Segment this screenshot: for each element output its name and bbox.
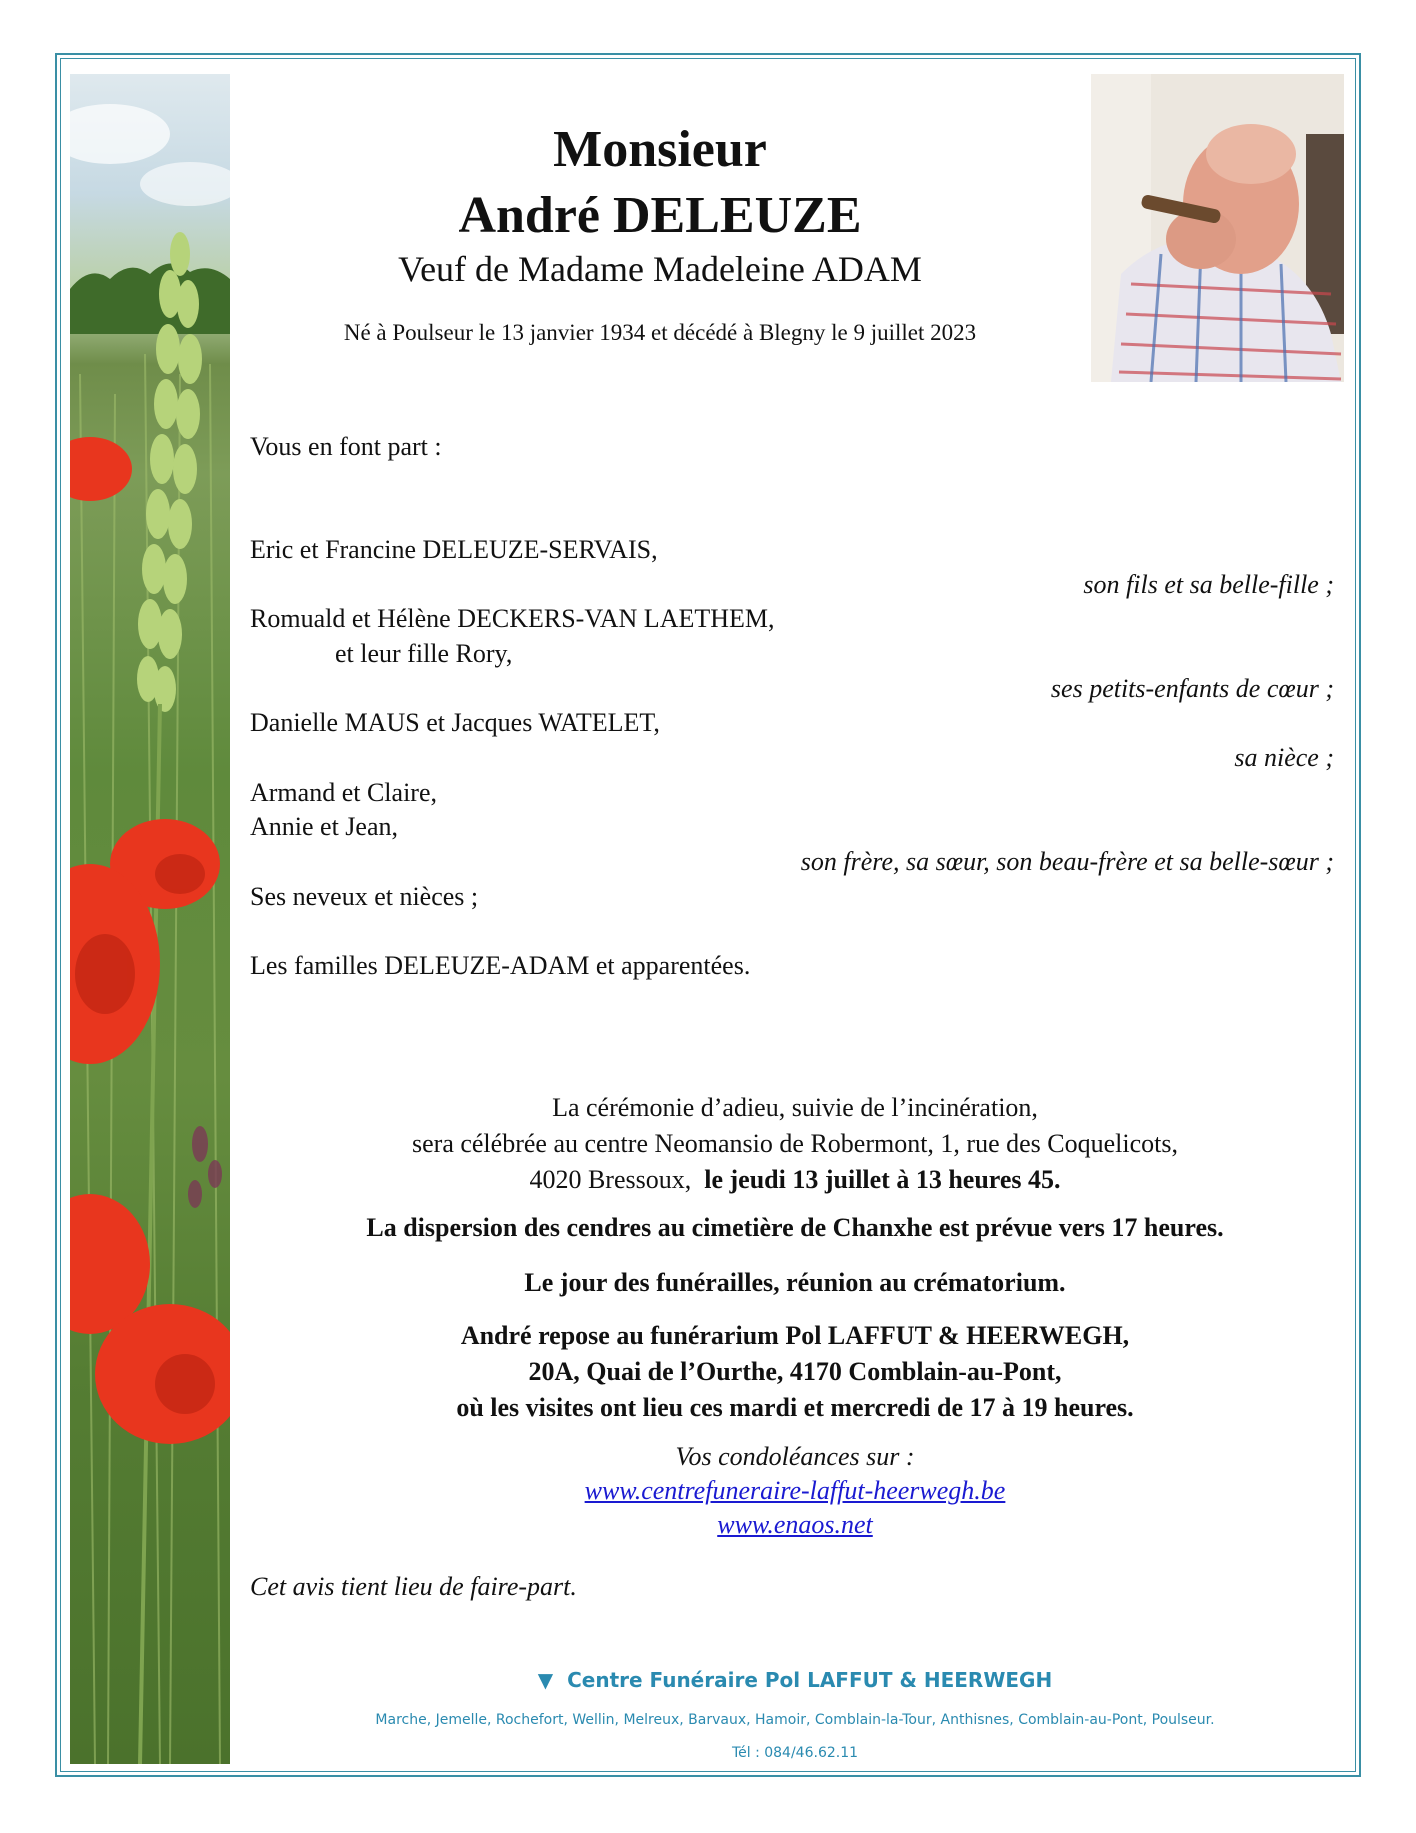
intro-text: Vous en font part : [250,432,442,461]
ceremony-date: le jeudi 13 juillet à 13 heures 45. [704,1165,1061,1194]
triangle-icon: ▼ [537,1668,554,1692]
poppy-field-image [70,74,230,1764]
family-sub: et leur fille Rory, [335,639,513,668]
ceremony-line [250,1162,1340,1198]
reunion-text: Le jour des funérailles, réunion au crématorium. [524,1268,1066,1297]
family-name: Romuald et Hélène DECKERS-VAN LAETHEM, [250,604,775,633]
family-relation: son fils et sa belle-fille ; [1083,570,1334,599]
funeral-center-name: Centre Funéraire Pol LAFFUT & HEERWEGH [567,1668,1053,1692]
condolences-label: Vos condoléances sur : [675,1442,915,1471]
family-name: Annie et Jean, [250,812,399,841]
ceremony-line: La cérémonie d’adieu, suivie de l’incinération, [552,1093,1038,1122]
family-relation: sa nièce ; [1234,743,1334,772]
funeral-center-brand [250,1668,1340,1692]
dispersion-text: La dispersion des cendres au cimetière de Chanxhe est prévue vers 17 heures. [366,1213,1224,1242]
family-relation: son frère, sa sœur, son beau-frère et sa belle-sœur ; [800,847,1334,876]
families-text: Les familles DELEUZE-ADAM et apparentées. [250,951,751,980]
page-title: Monsieur [553,121,767,178]
widow-of-line: Veuf de Madame Madeleine ADAM [398,249,922,289]
family-name: Danielle MAUS et Jacques WATELET, [250,708,660,737]
funeral-center-phone: Tél : 084/46.62.11 [731,1745,859,1761]
condolences-link-laffut[interactable]: www.centrefuneraire-laffut-heerwegh.be [584,1476,1006,1505]
birth-death-line: Né à Poulseur le 13 janvier 1934 et décédé à Blegny le 9 juillet 2023 [343,320,977,345]
ceremony-line: sera célébrée au centre Neomansio de Robermont, 1, rue des Coquelicots, [412,1129,1178,1158]
family-relation: ses petits-enfants de cœur ; [1050,674,1334,703]
funeral-center-locations: Marche, Jemelle, Rochefort, Wellin, Melreux, Barvaux, Hamoir, Comblain-la-Tour, Anthisnes, Comblain-au-Pont, Poulseur. [375,1712,1215,1728]
condolences-block [250,1440,1340,1542]
family-name: Armand et Claire, [250,778,437,807]
funerarium-block [250,1318,1340,1426]
ceremony-block [250,1090,1340,1198]
family-name: Eric et Francine DELEUZE-SERVAIS, [250,535,658,564]
notice-text: Cet avis tient lieu de faire-part. [250,1572,577,1601]
ceremony-address: 4020 Bressoux, [529,1165,692,1194]
funerarium-line: où les visites ont lieu ces mardi et mercredi de 17 à 19 heures. [456,1393,1134,1422]
nephews-text: Ses neveux et nièces ; [250,882,479,911]
deceased-name: André DELEUZE [458,187,862,244]
funerarium-line: André repose au funérarium Pol LAFFUT & HEERWEGH, [460,1321,1130,1350]
funerarium-line: 20A, Quai de l’Ourthe, 4170 Comblain-au-Pont, [528,1357,1062,1386]
condolences-link-enaos[interactable]: www.enaos.net [717,1510,873,1539]
portrait-photo [1091,74,1344,382]
